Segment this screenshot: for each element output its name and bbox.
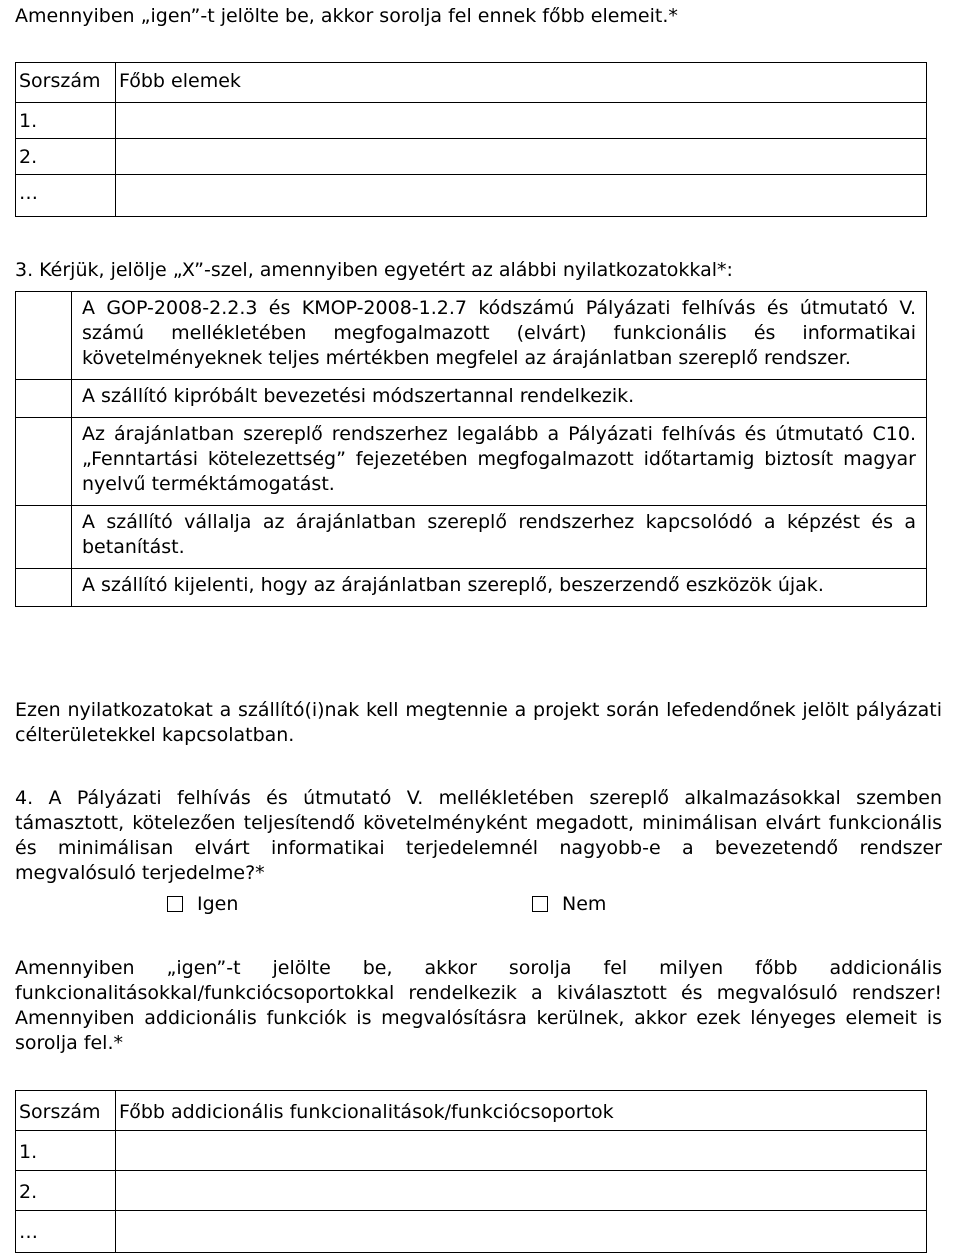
table-row [16,139,927,175]
row-content-cell[interactable] [116,1211,927,1253]
option-yes[interactable] [167,893,238,915]
statement-text: Az árajánlatban szereplő rendszerhez legalább a Pályázati felhívás és útmutató C10. „Fenntartási kötelezettség” fejezetében megfogalmazott időtartamig biztosít magyar nyelvű terméktámogatást. [72,418,927,506]
table-row [16,103,927,139]
statement-row [16,569,927,607]
row-content-cell[interactable] [116,175,927,217]
row-number: … [16,175,116,217]
statement-text: A szállító kijelenti, hogy az árajánlatban szereplő, beszerzendő eszközök újak. [72,569,927,607]
statement-row [16,506,927,569]
statement-text: A szállító vállalja az árajánlatban szereplő rendszerhez kapcsolódó a képzést és a betanítást. [72,506,927,569]
statement-checkbox-cell[interactable] [16,506,72,569]
statements-table [15,291,927,607]
table-row [16,175,927,217]
row-number: 2. [16,1171,116,1211]
row-number: 2. [16,139,116,175]
additional-functions-table [15,1090,927,1253]
header-additional-functions: Főbb addicionális funkcionalitások/funkciócsoportok [116,1091,927,1131]
row-number: 1. [16,103,116,139]
option-yes-label: Igen [197,893,239,915]
main-elements-table [15,62,927,217]
statement-checkbox-cell[interactable] [16,292,72,380]
table-header-row [16,1091,927,1131]
checkbox-icon[interactable] [532,896,548,912]
row-content-cell[interactable] [116,139,927,175]
option-no[interactable] [532,893,606,915]
followup-paragraph: Amennyiben „igen”-t jelölte be, akkor sorolja fel milyen főbb addicionális funkcionalitásokkal/funkciócsoportokkal rendelkezik a kiválasztott és megvalósuló rendszer! Amennyiben addicionális funkciók is megvalósításra kerülnek, akkor ezek lényeges elemeit is sorolja fel.* [15,957,942,1054]
statement-text: A szállító kipróbált bevezetési módszertannal rendelkezik. [72,380,927,418]
header-sorszam: Sorszám [16,1091,116,1131]
header-sorszam: Sorszám [16,63,116,103]
statement-text: A GOP-2008-2.2.3 és KMOP-2008-1.2.7 kódszámú Pályázati felhívás és útmutató V. számú mellékletében megfogalmazott (elvárt) funkcionális és informatikai követelményeknek teljes mértékben megfelel az árajánlatban szereplő rendszer. [72,292,927,380]
statement-row [16,292,927,380]
table-row [16,1171,927,1211]
row-content-cell[interactable] [116,1171,927,1211]
statement-checkbox-cell[interactable] [16,418,72,506]
statement-row [16,418,927,506]
note-paragraph: Ezen nyilatkozatokat a szállító(i)nak kell megtennie a projekt során lefedendőnek jelölt pályázati célterületekkel kapcsolatban. [15,699,942,746]
table-row [16,1211,927,1253]
intro-line: Amennyiben „igen”-t jelölte be, akkor sorolja fel ennek főbb elemeit.* [15,5,678,27]
table-header-row [16,63,927,103]
section3-title: 3. Kérjük, jelölje „X”-szel, amennyiben egyetért az alábbi nyilatkozatokkal*: [15,259,733,281]
row-content-cell[interactable] [116,103,927,139]
statement-checkbox-cell[interactable] [16,380,72,418]
statement-row [16,380,927,418]
yes-no-options [0,893,960,919]
checkbox-icon[interactable] [167,896,183,912]
row-number: 1. [16,1131,116,1171]
option-no-label: Nem [562,893,607,915]
row-content-cell[interactable] [116,1131,927,1171]
section4-question: 4. A Pályázati felhívás és útmutató V. mellékletében szereplő alkalmazásokkal szemben támasztott, kötelezően teljesítendő követelményként megadott, minimálisan elvárt funkcionális és minimálisan elvárt informatikai terjedelemnél nagyobb-e a bevezetendő rendszer megvalósuló terjedelme?* [15,787,942,884]
table-row [16,1131,927,1171]
header-fobb-elemek: Főbb elemek [116,63,927,103]
statement-checkbox-cell[interactable] [16,569,72,607]
row-number: … [16,1211,116,1253]
